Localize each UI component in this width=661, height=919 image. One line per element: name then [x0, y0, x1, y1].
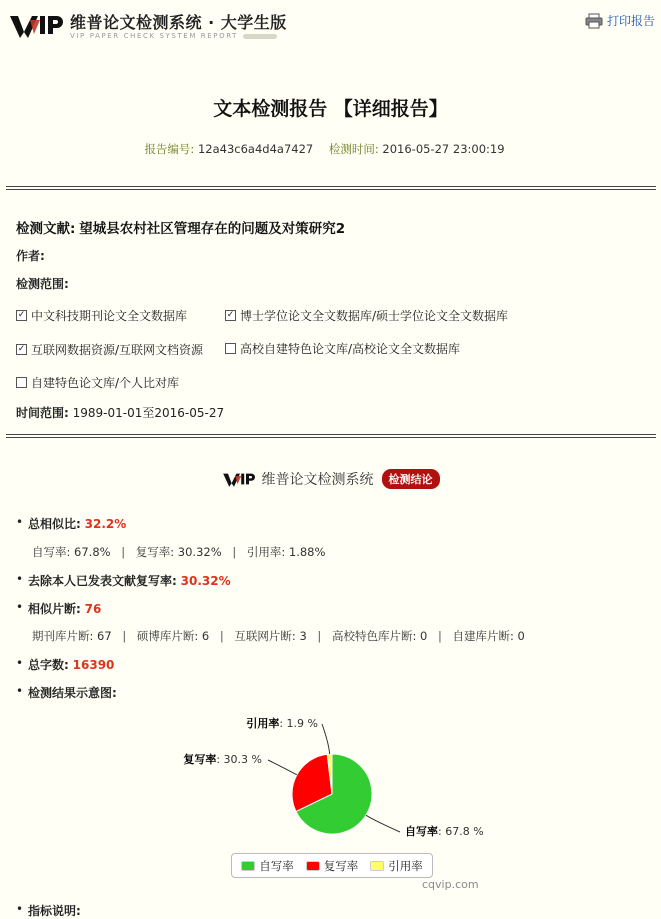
db-option-label: 博士学位论文全文数据库/硕士学位论文全文数据库 [240, 309, 509, 323]
legend-item [370, 858, 423, 874]
legend-label: 复写率 [323, 858, 359, 873]
system-title: 维普论文检测系统 · 大学生版 [70, 13, 287, 32]
cite-label: 引用率: [246, 545, 286, 559]
doc-row [16, 217, 345, 237]
excl-value: 30.32% [180, 574, 231, 588]
checkbox-unchecked-icon[interactable] [225, 343, 236, 354]
pie-data-label: 引用率: 1.9 % [246, 717, 318, 730]
words-label: 总字数: [28, 658, 69, 672]
report-meta [0, 141, 661, 157]
words-value: 16390 [72, 658, 115, 672]
chart-label: 检测结果示意图: [28, 686, 117, 700]
checkbox-checked-icon[interactable]: ✓ [226, 310, 235, 320]
db-option[interactable] [16, 340, 203, 358]
db-option-label: 互联网数据资源/互联网文档资源 [31, 343, 204, 357]
report-number: 12a43c6a4d4a7427 [197, 142, 314, 156]
frag-detail-label: 硕博库片断: [136, 629, 199, 643]
time-range: 1989-01-01至2016-05-27 [72, 406, 225, 420]
db-option[interactable] [225, 340, 460, 357]
check-time-label: 检测时间: [328, 142, 379, 156]
time-range-label: 时间范围: [16, 406, 69, 420]
pie-data-label: 自写率: 67.8 % [405, 825, 484, 838]
doc-title: 望城县农村社区管理存在的问题及对策研究2 [79, 221, 346, 237]
vip-logo-icon [222, 469, 258, 489]
legend-label: 自写率 [259, 858, 294, 873]
frag-value: 76 [84, 602, 102, 616]
report-title: 文本检测报告 【详细报告】 [213, 98, 448, 120]
frag-detail-value: 6 [201, 629, 210, 643]
print-label[interactable]: 打印报告 [606, 14, 655, 28]
pie-leader-line [322, 724, 330, 754]
frag-detail-value: 0 [419, 629, 428, 643]
logo-decoration [243, 34, 277, 39]
copy-label: 复写率: [135, 545, 175, 559]
chart-heading [16, 684, 117, 701]
checkbox-checked-icon[interactable]: ✓ [17, 310, 26, 320]
author-label: 作者: [16, 249, 45, 263]
rate-breakdown: 自写率: 67.8% | 复写率: 30.32% | 引用率: 1.88% [32, 545, 326, 559]
watermark: cqvip.com [422, 878, 479, 891]
total-sim-value: 32.2% [84, 517, 127, 531]
cite-value: 1.88% [288, 545, 326, 559]
checkbox-checked-icon[interactable]: ✓ [17, 344, 26, 354]
checkbox-unchecked-icon[interactable] [16, 377, 27, 388]
excluded-copy-rate [16, 572, 231, 589]
frag-detail-value: 3 [299, 629, 307, 643]
frag-label: 相似片断: [28, 602, 81, 616]
pie-leader-line [366, 815, 400, 832]
legend-swatch [370, 861, 384, 871]
self-write-value: 67.8% [74, 545, 111, 559]
db-option-label: 中文科技期刊论文全文数据库 [31, 309, 188, 323]
doc-label: 检测文献: [16, 221, 76, 237]
similar-fragments [16, 600, 101, 617]
frag-detail-label: 高校特色库片断: [331, 629, 417, 643]
divider [6, 186, 656, 190]
system-subtitle: VIP PAPER CHECK SYSTEM REPORT [70, 32, 239, 40]
fragment-breakdown: 期刊库片断: 67 | 硕博库片断: 6 | 互联网片断: 3 | 高校特色库片断: 0 | 自建库片断: 0 [32, 629, 525, 643]
db-option-label: 自建特色论文库/个人比对库 [31, 376, 180, 390]
time-range-row [16, 404, 224, 421]
vip-logo-icon [8, 10, 68, 40]
print-report-button[interactable] [585, 12, 655, 29]
printer-icon [585, 13, 603, 29]
notes-heading [16, 902, 81, 919]
report-header [0, 0, 661, 50]
notes-label: 指标说明: [28, 904, 81, 918]
frag-detail-label: 自建库片断: [452, 629, 514, 643]
scope-label: 检测范围: [16, 277, 69, 291]
divider [6, 434, 656, 438]
total-similarity [16, 515, 126, 532]
frag-detail-label: 互联网片断: [234, 629, 296, 643]
total-words [16, 656, 114, 673]
pie-data-label: 复写率: 30.3 % [183, 753, 262, 766]
db-option-label: 高校自建特色论文库/高校论文全文数据库 [240, 342, 461, 356]
db-option[interactable] [225, 306, 508, 324]
chart-legend [231, 853, 433, 878]
legend-item [306, 858, 359, 874]
pie-leader-line [268, 760, 297, 775]
system-name: 维普论文检测系统 [261, 472, 374, 488]
conclusion-header [0, 469, 661, 489]
conclusion-badge: 检测结论 [382, 469, 440, 489]
legend-item [241, 858, 294, 874]
frag-detail-value: 0 [517, 629, 525, 643]
total-sim-label: 总相似比: [28, 517, 81, 531]
legend-swatch [241, 861, 255, 871]
report-number-label: 报告编号: [144, 142, 195, 156]
frag-detail-label: 期刊库片断: [32, 629, 94, 643]
legend-swatch [306, 861, 320, 871]
excl-label: 去除本人已发表文献复写率: [28, 574, 177, 588]
frag-detail-value: 67 [97, 629, 112, 643]
legend-label: 引用率 [388, 858, 423, 873]
self-write-label: 自写率: [32, 545, 71, 559]
copy-value: 30.32% [177, 545, 222, 559]
db-option[interactable] [16, 306, 187, 324]
db-option[interactable] [16, 374, 179, 391]
check-time: 2016-05-27 23:00:19 [382, 142, 505, 156]
